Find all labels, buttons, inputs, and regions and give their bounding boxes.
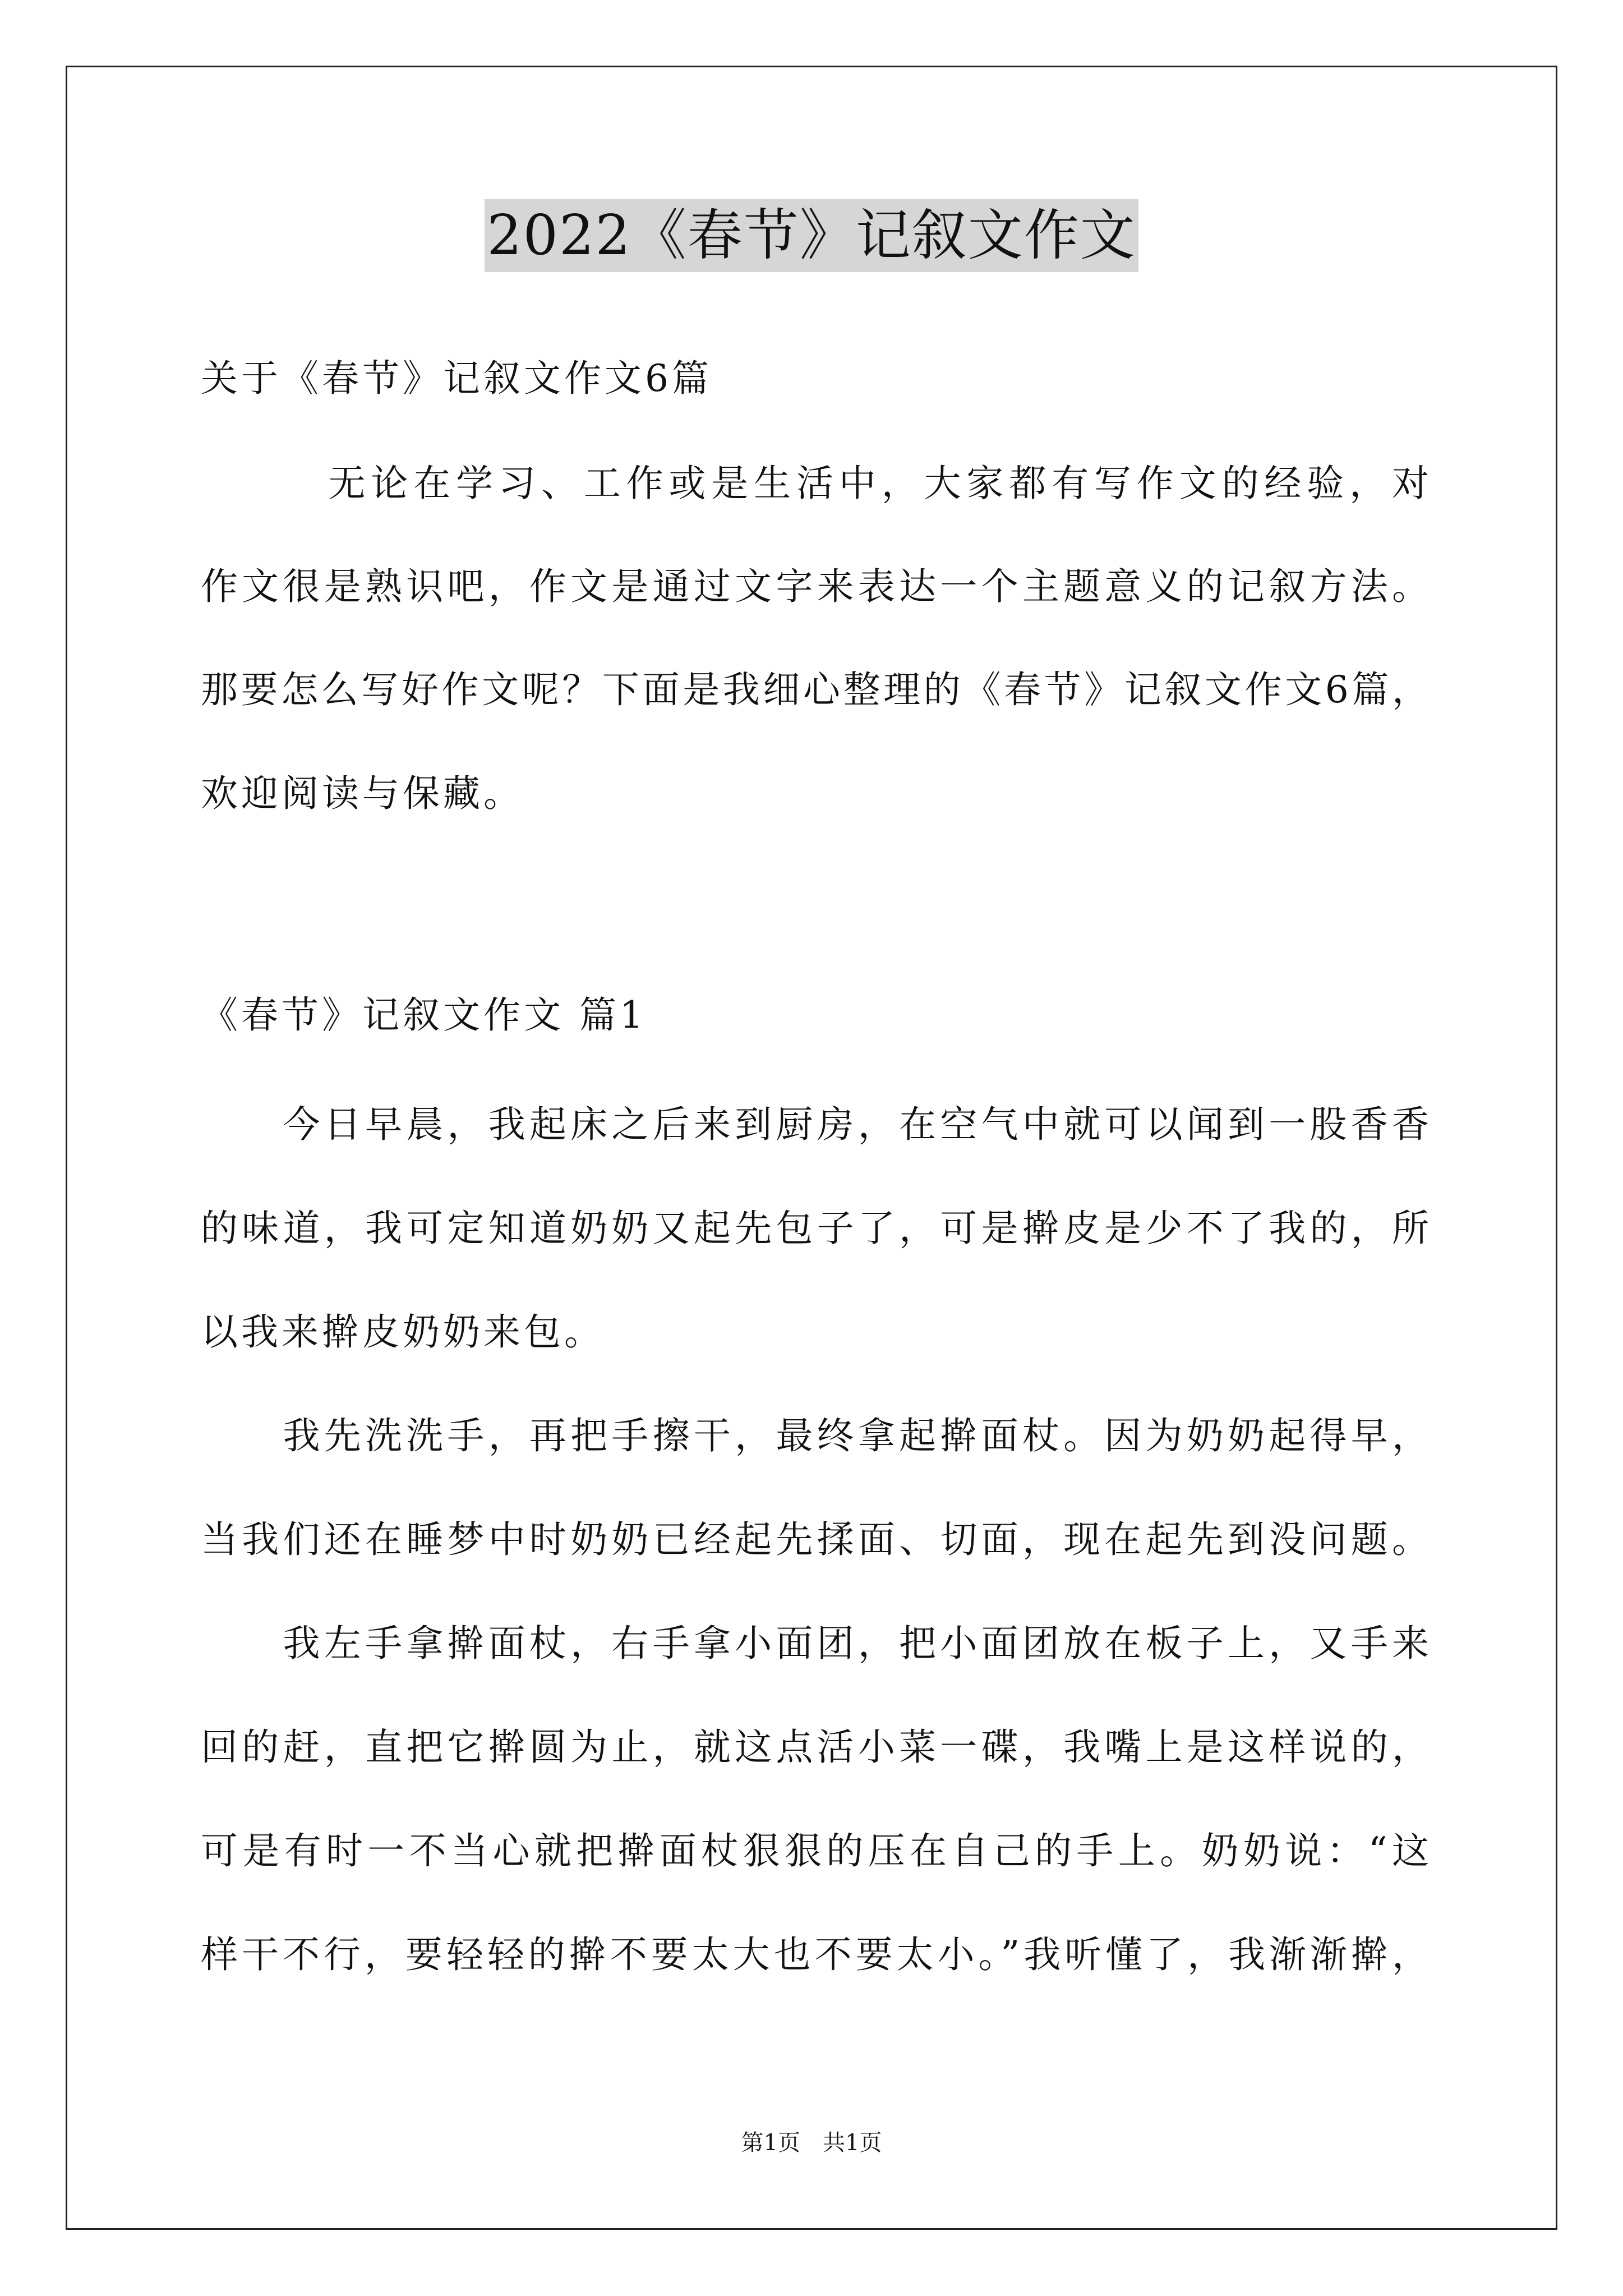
page-footer: 第1页 共1页	[741, 2130, 882, 2156]
body-line: 当我们还在睡梦中时奶奶已经起先揉面、切面，现在起先到没问题。	[201, 1518, 1429, 1561]
title-container	[0, 199, 1623, 272]
intro-line: 那要怎么写好作文呢？下面是我细心整理的《春节》记叙文作文6篇，	[201, 668, 1429, 711]
document-subtitle: 关于《春节》记叙文作文6篇	[201, 357, 712, 400]
intro-line: 欢迎阅读与保藏。	[201, 772, 524, 815]
body-line: 可是有时一不当心就把擀面杖狠狠的压在自己的手上。奶奶说：“这	[201, 1829, 1429, 1872]
body-line: 我先洗洗手，再把手擦干，最终拿起擀面杖。因为奶奶起得早，	[201, 1414, 1429, 1457]
intro-line: 无论在学习、工作或是生活中，大家都有写作文的经验，对	[201, 462, 1429, 505]
intro-line: 作文很是熟识吧，作文是通过文字来表达一个主题意义的记叙方法。	[201, 565, 1429, 608]
document-title: 2022《春节》记叙文作文	[485, 199, 1138, 272]
body-line: 样干不行，要轻轻的擀不要太大也不要太小。”我听懂了，我渐渐擀，	[201, 1933, 1429, 1976]
body-line: 今日早晨，我起床之后来到厨房，在空气中就可以闻到一股香香	[201, 1103, 1429, 1146]
body-line: 回的赶，直把它擀圆为止，就这点活小菜一碟，我嘴上是这样说的，	[201, 1726, 1429, 1769]
body-line: 我左手拿擀面杖，右手拿小面团，把小面团放在板子上，又手来	[201, 1622, 1429, 1665]
body-line: 的味道，我可定知道奶奶又起先包子了，可是擀皮是少不了我的，所	[201, 1207, 1429, 1250]
body-line: 以我来擀皮奶奶来包。	[201, 1310, 605, 1354]
section-heading: 《春节》记叙文作文 篇1	[201, 993, 647, 1037]
